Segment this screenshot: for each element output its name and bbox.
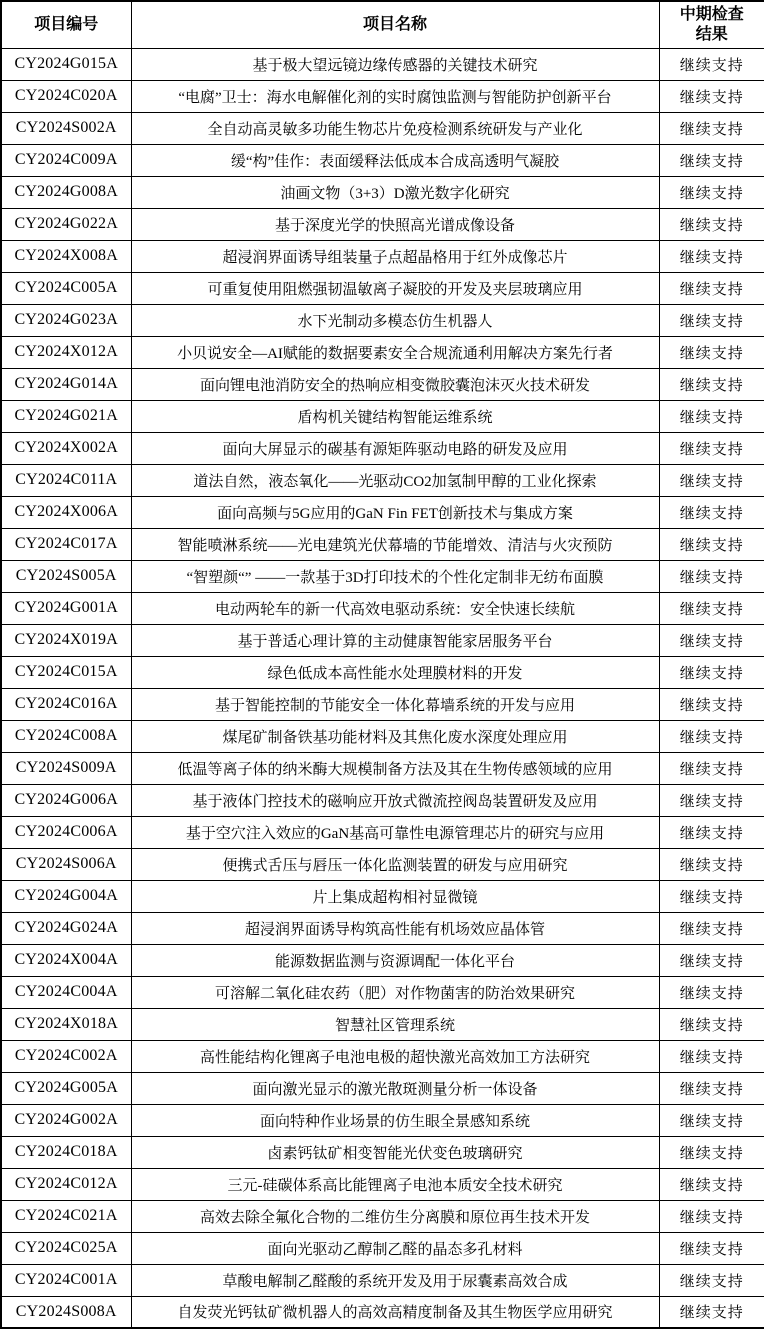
project-code-cell: CY2024C021A bbox=[1, 1200, 131, 1232]
project-code-cell: CY2024X012A bbox=[1, 336, 131, 368]
project-name-cell: 三元-硅碳体系高比能锂离子电池本质安全技术研究 bbox=[131, 1168, 659, 1200]
project-name-cell: 低温等离子体的纳米酶大规模制备方法及其在生物传感领域的应用 bbox=[131, 752, 659, 784]
project-name-cell: 面向高频与5G应用的GaN Fin FET创新技术与集成方案 bbox=[131, 496, 659, 528]
project-code-cell: CY2024C016A bbox=[1, 688, 131, 720]
project-code-cell: CY2024X002A bbox=[1, 432, 131, 464]
result-cell: 继续支持 bbox=[659, 48, 764, 80]
table-row bbox=[1, 944, 764, 976]
table-row bbox=[1, 176, 764, 208]
result-cell: 继续支持 bbox=[659, 1200, 764, 1232]
project-code-cell: CY2024G022A bbox=[1, 208, 131, 240]
table-row bbox=[1, 784, 764, 816]
project-code-cell: CY2024S006A bbox=[1, 848, 131, 880]
project-code-cell: CY2024G024A bbox=[1, 912, 131, 944]
project-name-cell: 高性能结构化锂离子电池电极的超快激光高效加工方法研究 bbox=[131, 1040, 659, 1072]
project-name-cell: 面向光驱动乙醇制乙醛的晶态多孔材料 bbox=[131, 1232, 659, 1264]
project-name-cell: 面向锂电池消防安全的热响应相变微胶囊泡沫灭火技术研发 bbox=[131, 368, 659, 400]
table-row bbox=[1, 272, 764, 304]
result-cell: 继续支持 bbox=[659, 1008, 764, 1040]
table-row bbox=[1, 624, 764, 656]
project-code-cell: CY2024X006A bbox=[1, 496, 131, 528]
project-name-cell: 基于极大望远镜边缘传感器的关键技术研究 bbox=[131, 48, 659, 80]
result-cell: 继续支持 bbox=[659, 1296, 764, 1328]
project-name-cell: 缓“构”佳作：表面缓释法低成本合成高透明气凝胶 bbox=[131, 144, 659, 176]
result-cell: 继续支持 bbox=[659, 368, 764, 400]
table-row bbox=[1, 112, 764, 144]
table-row bbox=[1, 208, 764, 240]
project-name-cell: 卤素钙钛矿相变智能光伏变色玻璃研究 bbox=[131, 1136, 659, 1168]
project-name-cell: 可溶解二氧化硅农药（肥）对作物菌害的防治效果研究 bbox=[131, 976, 659, 1008]
result-cell: 继续支持 bbox=[659, 560, 764, 592]
table-row bbox=[1, 848, 764, 880]
table-row bbox=[1, 304, 764, 336]
project-code-cell: CY2024S008A bbox=[1, 1296, 131, 1328]
project-name-cell: 超浸润界面诱导组装量子点超晶格用于红外成像芯片 bbox=[131, 240, 659, 272]
table-row bbox=[1, 816, 764, 848]
table-row bbox=[1, 240, 764, 272]
result-cell: 继续支持 bbox=[659, 304, 764, 336]
table-row bbox=[1, 432, 764, 464]
result-cell: 继续支持 bbox=[659, 752, 764, 784]
project-code-cell: CY2024G015A bbox=[1, 48, 131, 80]
table-row bbox=[1, 592, 764, 624]
project-code-cell: CY2024C006A bbox=[1, 816, 131, 848]
project-code-cell: CY2024C009A bbox=[1, 144, 131, 176]
project-name-cell: 绿色低成本高性能水处理膜材料的开发 bbox=[131, 656, 659, 688]
header-row bbox=[1, 1, 764, 48]
project-name-cell: 油画文物（3+3）D激光数字化研究 bbox=[131, 176, 659, 208]
project-code-cell: CY2024G021A bbox=[1, 400, 131, 432]
project-name-cell: 智能喷淋系统——光电建筑光伏幕墙的节能增效、清洁与火灾预防 bbox=[131, 528, 659, 560]
project-code-cell: CY2024G008A bbox=[1, 176, 131, 208]
project-code-cell: CY2024G006A bbox=[1, 784, 131, 816]
project-code-cell: CY2024S005A bbox=[1, 560, 131, 592]
table-row bbox=[1, 1232, 764, 1264]
project-code-cell: CY2024C012A bbox=[1, 1168, 131, 1200]
project-name-cell: 能源数据监测与资源调配一体化平台 bbox=[131, 944, 659, 976]
result-cell: 继续支持 bbox=[659, 688, 764, 720]
table-row bbox=[1, 752, 764, 784]
project-name-cell: 自发荧光钙钛矿微机器人的高效高精度制备及其生物医学应用研究 bbox=[131, 1296, 659, 1328]
project-code-cell: CY2024C008A bbox=[1, 720, 131, 752]
project-code-cell: CY2024X019A bbox=[1, 624, 131, 656]
result-cell: 继续支持 bbox=[659, 432, 764, 464]
project-name-cell: 高效去除全氟化合物的二维仿生分离膜和原位再生技术开发 bbox=[131, 1200, 659, 1232]
project-code-cell: CY2024X004A bbox=[1, 944, 131, 976]
result-cell: 继续支持 bbox=[659, 848, 764, 880]
table-row bbox=[1, 1264, 764, 1296]
table-row bbox=[1, 528, 764, 560]
table-row bbox=[1, 880, 764, 912]
result-cell: 继续支持 bbox=[659, 400, 764, 432]
project-code-cell: CY2024C011A bbox=[1, 464, 131, 496]
project-name-cell: “电腐”卫士：海水电解催化剂的实时腐蚀监测与智能防护创新平台 bbox=[131, 80, 659, 112]
project-name-cell: 基于空穴注入效应的GaN基高可靠性电源管理芯片的研究与应用 bbox=[131, 816, 659, 848]
table-body bbox=[1, 48, 764, 1328]
project-code-cell: CY2024G014A bbox=[1, 368, 131, 400]
project-name-cell: 基于智能控制的节能安全一体化幕墙系统的开发与应用 bbox=[131, 688, 659, 720]
project-name-cell: 面向大屏显示的碳基有源矩阵驱动电路的研发及应用 bbox=[131, 432, 659, 464]
table-row bbox=[1, 1296, 764, 1328]
project-code-cell: CY2024X008A bbox=[1, 240, 131, 272]
result-cell: 继续支持 bbox=[659, 624, 764, 656]
table-row bbox=[1, 912, 764, 944]
header-result-line2: 结果 bbox=[695, 25, 728, 43]
project-code-cell: CY2024C004A bbox=[1, 976, 131, 1008]
result-cell: 继续支持 bbox=[659, 528, 764, 560]
result-cell: 继续支持 bbox=[659, 880, 764, 912]
table-row bbox=[1, 1168, 764, 1200]
header-project-name: 项目名称 bbox=[131, 1, 659, 48]
result-cell: 继续支持 bbox=[659, 208, 764, 240]
project-code-cell: CY2024G002A bbox=[1, 1104, 131, 1136]
project-name-cell: 便携式舌压与唇压一体化监测装置的研发与应用研究 bbox=[131, 848, 659, 880]
result-cell: 继续支持 bbox=[659, 976, 764, 1008]
project-code-cell: CY2024C005A bbox=[1, 272, 131, 304]
project-name-cell: 面向激光显示的激光散斑测量分析一体设备 bbox=[131, 1072, 659, 1104]
project-name-cell: “智塑颜“” ——一款基于3D打印技术的个性化定制非无纺布面膜 bbox=[131, 560, 659, 592]
result-cell: 继续支持 bbox=[659, 1104, 764, 1136]
project-name-cell: 基于普适心理计算的主动健康智能家居服务平台 bbox=[131, 624, 659, 656]
table-row bbox=[1, 656, 764, 688]
project-name-cell: 超浸润界面诱导构筑高性能有机场效应晶体管 bbox=[131, 912, 659, 944]
project-code-cell: CY2024C002A bbox=[1, 1040, 131, 1072]
project-code-cell: CY2024C025A bbox=[1, 1232, 131, 1264]
project-code-cell: CY2024C015A bbox=[1, 656, 131, 688]
table-row bbox=[1, 400, 764, 432]
table-row bbox=[1, 688, 764, 720]
project-code-cell: CY2024G023A bbox=[1, 304, 131, 336]
result-cell: 继续支持 bbox=[659, 1232, 764, 1264]
project-name-cell: 草酸电解制乙醛酸的系统开发及用于尿囊素高效合成 bbox=[131, 1264, 659, 1296]
project-code-cell: CY2024X018A bbox=[1, 1008, 131, 1040]
result-cell: 继续支持 bbox=[659, 1264, 764, 1296]
project-name-cell: 盾构机关键结构智能运维系统 bbox=[131, 400, 659, 432]
result-cell: 继续支持 bbox=[659, 80, 764, 112]
project-name-cell: 煤尾矿制备铁基功能材料及其焦化废水深度处理应用 bbox=[131, 720, 659, 752]
project-name-cell: 智慧社区管理系统 bbox=[131, 1008, 659, 1040]
project-code-cell: CY2024G001A bbox=[1, 592, 131, 624]
project-code-cell: CY2024G004A bbox=[1, 880, 131, 912]
table-row bbox=[1, 1200, 764, 1232]
table-row bbox=[1, 464, 764, 496]
project-name-cell: 水下光制动多模态仿生机器人 bbox=[131, 304, 659, 336]
result-cell: 继续支持 bbox=[659, 944, 764, 976]
result-cell: 继续支持 bbox=[659, 912, 764, 944]
project-code-cell: CY2024S002A bbox=[1, 112, 131, 144]
project-code-cell: CY2024C001A bbox=[1, 1264, 131, 1296]
result-cell: 继续支持 bbox=[659, 720, 764, 752]
project-name-cell: 片上集成超构相衬显微镜 bbox=[131, 880, 659, 912]
table-row bbox=[1, 1072, 764, 1104]
result-cell: 继续支持 bbox=[659, 592, 764, 624]
table-row bbox=[1, 1104, 764, 1136]
result-cell: 继续支持 bbox=[659, 816, 764, 848]
table-row bbox=[1, 1008, 764, 1040]
result-cell: 继续支持 bbox=[659, 144, 764, 176]
result-cell: 继续支持 bbox=[659, 496, 764, 528]
header-result-line1: 中期检查 bbox=[679, 5, 744, 23]
table-row bbox=[1, 48, 764, 80]
project-name-cell: 面向特种作业场景的仿生眼全景感知系统 bbox=[131, 1104, 659, 1136]
result-cell: 继续支持 bbox=[659, 784, 764, 816]
table-row bbox=[1, 1136, 764, 1168]
project-name-cell: 可重复使用阻燃强韧温敏离子凝胶的开发及夹层玻璃应用 bbox=[131, 272, 659, 304]
result-cell: 继续支持 bbox=[659, 336, 764, 368]
project-name-cell: 道法自然，液态氧化——光驱动CO2加氢制甲醇的工业化探索 bbox=[131, 464, 659, 496]
project-code-cell: CY2024G005A bbox=[1, 1072, 131, 1104]
result-cell: 继续支持 bbox=[659, 464, 764, 496]
project-name-cell: 基于液体门控技术的磁响应开放式微流控阀岛装置研发及应用 bbox=[131, 784, 659, 816]
table-row bbox=[1, 368, 764, 400]
project-name-cell: 全自动高灵敏多功能生物芯片免疫检测系统研发与产业化 bbox=[131, 112, 659, 144]
table-row bbox=[1, 496, 764, 528]
table-row bbox=[1, 720, 764, 752]
project-code-cell: CY2024C020A bbox=[1, 80, 131, 112]
project-name-cell: 基于深度光学的快照高光谱成像设备 bbox=[131, 208, 659, 240]
project-code-cell: CY2024C017A bbox=[1, 528, 131, 560]
result-cell: 继续支持 bbox=[659, 112, 764, 144]
result-cell: 继续支持 bbox=[659, 656, 764, 688]
table-row bbox=[1, 1040, 764, 1072]
project-code-cell: CY2024C018A bbox=[1, 1136, 131, 1168]
project-name-cell: 小贝说安全—AI赋能的数据要素安全合规流通利用解决方案先行者 bbox=[131, 336, 659, 368]
result-cell: 继续支持 bbox=[659, 176, 764, 208]
result-cell: 继续支持 bbox=[659, 1072, 764, 1104]
project-code-cell: CY2024S009A bbox=[1, 752, 131, 784]
result-cell: 继续支持 bbox=[659, 1040, 764, 1072]
header-result bbox=[659, 1, 764, 48]
project-name-cell: 电动两轮车的新一代高效电驱动系统：安全快速长续航 bbox=[131, 592, 659, 624]
result-cell: 继续支持 bbox=[659, 272, 764, 304]
table-row bbox=[1, 976, 764, 1008]
result-cell: 继续支持 bbox=[659, 1168, 764, 1200]
table-row bbox=[1, 336, 764, 368]
header-project-code: 项目编号 bbox=[1, 1, 131, 48]
table-row bbox=[1, 560, 764, 592]
table-row bbox=[1, 144, 764, 176]
result-cell: 继续支持 bbox=[659, 1136, 764, 1168]
result-cell: 继续支持 bbox=[659, 240, 764, 272]
table-row bbox=[1, 80, 764, 112]
